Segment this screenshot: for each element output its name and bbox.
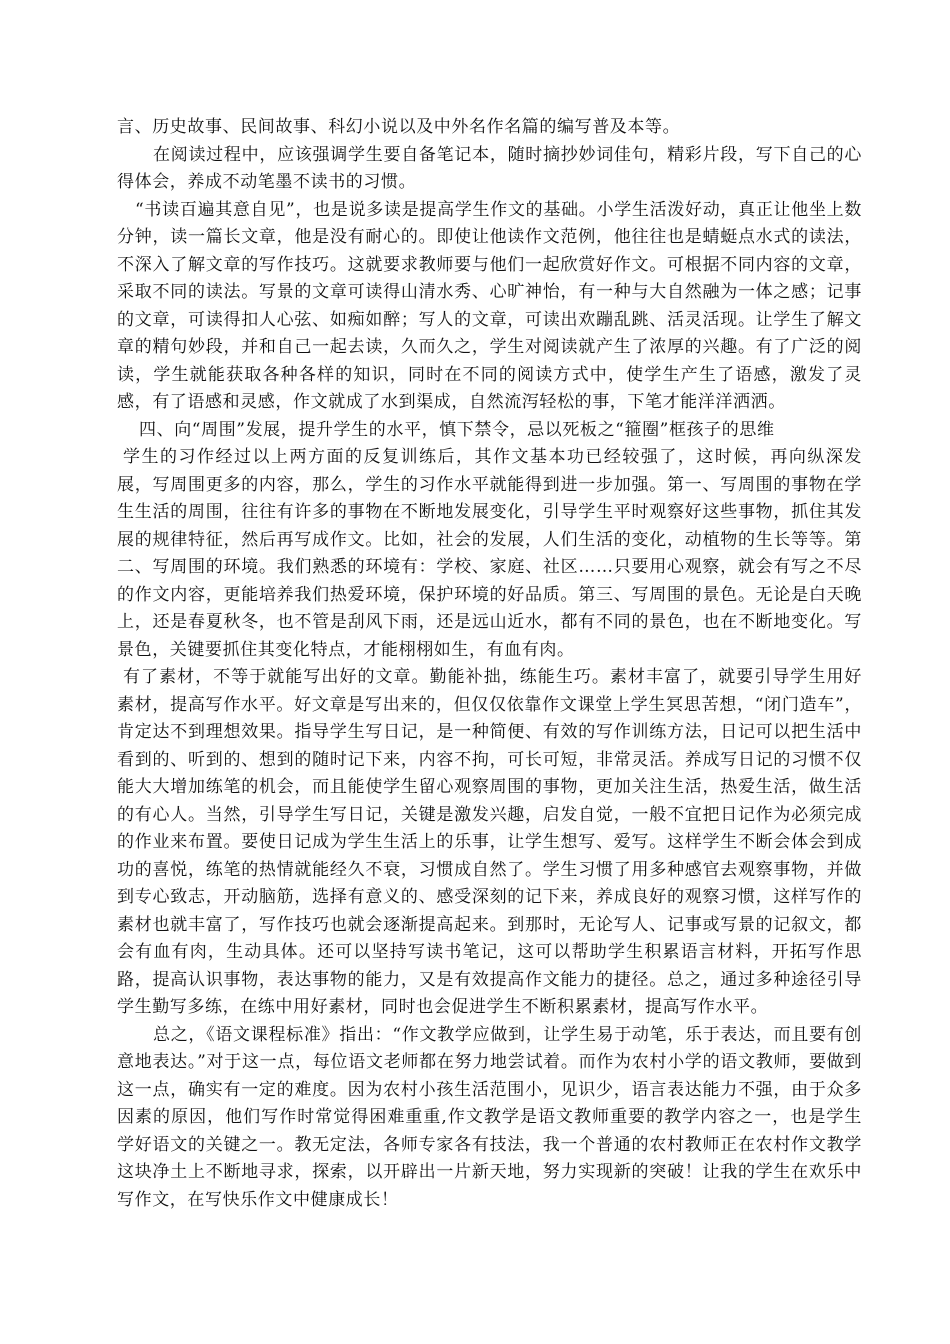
paragraph-diary-writing: 有了素材，不等于就能写出好的文章。勤能补拙，练能生巧。素材丰富了，就要引导学生用好素材，提高写作水平。好文章是写出来的，但仅仅依靠作文课堂上学生冥思苦想，“闭门造车”，肯定达不到理想效果。指导学生写日记，是一种简便、有效的写作训练方法，日记可以把生活中看到的、听到的、想到的随时记下来，内容不拘，可长可短，非常灵活。养成写日记的习惯不仅能大大增加练笔的机会，而且能使学生留心观察周围的事物，更加关注生活，热爱生活，做生活的有心人。当然，引导学生写日记，关键是激发兴趣，启发自觉，一般不宜把日记作为必须完成的作业来布置。要使日记成为学生生活上的乐事，让学生想写、爱写。这样学生不断会体会到成功的喜悦，练笔的热情就能经久不衰，习惯成自然了。学生习惯了用多种感官去观察事物，并做到专心致志，开动脑筋，选择有意义的、感受深刻的记下来，养成良好的观察习惯，这样写作的素材也就丰富了，写作技巧也就会逐渐提高起来。到那时，无论写人、记事或写景的记叙文，都会有血有肉，生动具体。还可以坚持写读书笔记，这可以帮助学生积累语言材料，开拓写作思路，提高认识事物，表达事物的能力，又是有效提高作文能力的捷径。总之，通过多种途径引导学生勤写多练，在练中用好素材，同时也会促进学生不断积累素材，提高写作水平。 [117, 667, 862, 1017]
paragraph-section-heading-four: 四、向“周围”发展，提升学生的水平，慎下禁令，忌以死板之“箍圈”框孩子的思维 [139, 419, 775, 440]
paragraph-reading-materials: 言、历史故事、民间故事、科幻小说以及中外名作名篇的编写普及本等。 [117, 117, 681, 137]
paragraph-write-surroundings: 学生的习作经过以上两方面的反复训练后，其作文基本功已经较强了，这时候，再向纵深发展，写周围更多的内容，那么，学生的习作水平就能得到进一步加强。第一、写周围的事物在学生生活的周围，往往有许多的事物在不断地发展变化，引导学生平时观察好这些事物，抓住其发展的规律特征，然后再写成作文。比如，社会的发展，人们生活的变化，动植物的生长等等。第二、写周围的环境。我们熟悉的环境有：学校、家庭、社区……只要用心观察，就会有写之不尽的作文内容，更能培养我们热爱环境，保护环境的好品质。第三、写周围的景色。无论是白天晚上，还是春夏秋冬，也不管是刮风下雨，还是远山近水，都有不同的景色，也在不断地变化。写景色，关键要抓住其变化特点，才能栩栩如生，有血有肉。 [117, 447, 862, 660]
paragraph-conclusion: 总之，《语文课程标准》指出：“作文教学应做到，让学生易于动笔，乐于表达，而且要有创意地表达。”对于这一点，每位语文老师都在努力地尝试着。而作为农村小学的语文教师，要做到这一点，确实有一定的难度。因为农村小孩生活范围小，见识少，语言表达能力不强，由于众多因素的原因，他们写作时常觉得困难重重,作文教学是语文教师重要的教学内容之一，也是学生学好语文的关键之一。教无定法，各师专家各有技法，我一个普通的农村教师正在农村作文教学这块净土上不断地寻求，探索，以开辟出一片新天地，努力实现新的突破！让我的学生在欢乐中写作文，在写快乐作文中健康成长！ [117, 1024, 862, 1210]
paragraph-read-many-times: “书读百遍其意自见”，也是说多读是提高学生作文的基础。小学生活泼好动，真正让他坐上数分钟，读一篇长文章，他是没有耐心的。即使让他读作文范例，他往往也是蜻蜓点水式的读法，不深入了解文章的写作技巧。这就要求教师要与他们一起欣赏好作文。可根据不同内容的文章，采取不同的读法。写景的文章可读得山清水秀、心旷神怡，有一种与大自然融为一体之感；记事的文章，可读得扣人心弦、如痴如醉；写人的文章，可读出欢蹦乱跳、活灵活现。让学生了解文章的精句妙段，并和自己一起去读，久而久之，学生对阅读就产生了浓厚的兴趣。有了广泛的阅读，学生就能获取各种各样的知识，同时在不同的阅读方式中，使学生产生了语感，激发了灵感，有了语感和灵感，作文就成了水到渠成，自然流泻轻松的事，下笔才能洋洋洒洒。 [117, 199, 862, 412]
paragraph-reading-notes: 在阅读过程中，应该强调学生要自备笔记本，随时摘抄妙词佳句，精彩片段，写下自己的心得体会，养成不动笔墨不读书的习惯。 [117, 144, 862, 192]
article-body [117, 114, 862, 1214]
